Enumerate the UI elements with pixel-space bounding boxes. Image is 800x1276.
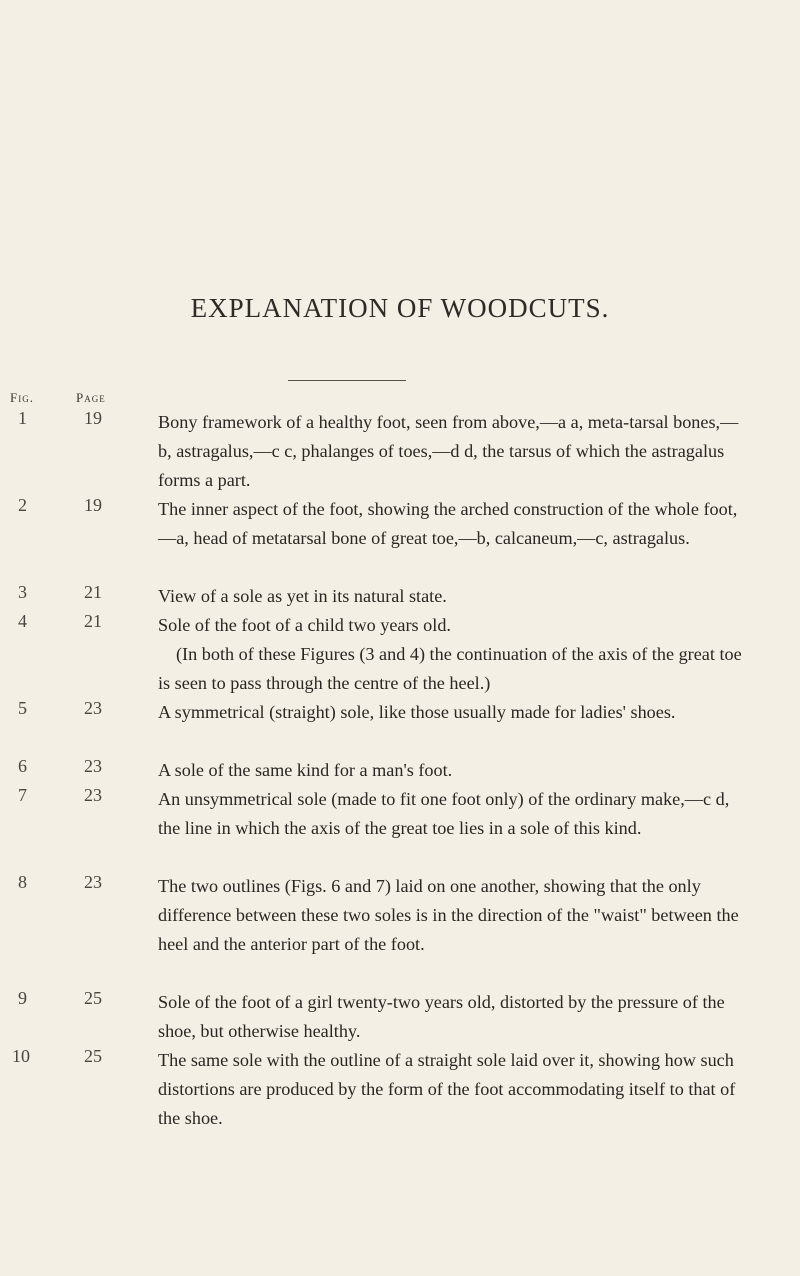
page-number: 23 [84, 785, 102, 805]
page-number: 19 [84, 408, 102, 428]
fig-number: 5 [18, 698, 27, 718]
page-title: EXPLANATION OF WOODCUTS. [190, 293, 610, 323]
page-number: 23 [84, 698, 102, 718]
entry-text: The two outlines (Figs. 6 and 7) laid on one another, showing that the only difference between these two soles is in the direction of the "waist" between the heel and the anterior part of the foot. [158, 876, 739, 954]
entry-text: View of a sole as yet in its natural state. [158, 586, 447, 606]
entry-text: Sole of the foot of a girl twenty-two years old, distorted by the pressure of the shoe, but otherwise healthy. [158, 992, 725, 1041]
fig-number: 7 [18, 785, 27, 805]
column-header-page: Page [76, 390, 106, 405]
fig-number: 10 [12, 1046, 30, 1066]
entry-text: A sole of the same kind for a man's foot. [158, 760, 453, 780]
entry-text: A symmetrical (straight) sole, like those usually made for ladies' shoes. [158, 702, 676, 722]
page-number: 23 [84, 756, 102, 776]
note-text: (In both of these Figures (3 and 4) the continuation of the axis of the great toe is seen to pass through the centre of the heel.) [158, 644, 742, 693]
entry-text: An unsymmetrical sole (made to fit one foot only) of the ordinary make,—c d, the line in which the axis of the great toe lies in a sole of this kind. [158, 789, 730, 838]
fig-number: 2 [18, 495, 27, 515]
page-number: 25 [84, 988, 102, 1008]
page-number: 23 [84, 872, 102, 892]
column-header-fig: Fig. [10, 390, 34, 405]
fig-number: 1 [18, 408, 27, 428]
page-number: 19 [84, 495, 102, 515]
fig-number: 3 [18, 582, 27, 602]
entry-text: The inner aspect of the foot, showing the arched construction of the whole foot,—a, head of metatarsal bone of great toe,—b, calcaneum,—c, astragalus. [158, 499, 738, 548]
entry-text: The same sole with the outline of a straight sole laid over it, showing how such distortions are produced by the form of the foot accommodating itself to that of the shoe. [158, 1050, 736, 1128]
entry-text: Bony framework of a healthy foot, seen from above,—a a, meta-tarsal bones,—b, astragalus,—c c, phalanges of toes,—d d, the tarsus of which the astragalus forms a part. [158, 412, 739, 490]
fig-number: 6 [18, 756, 27, 776]
fig-number: 4 [18, 611, 27, 631]
page-number: 21 [84, 611, 102, 631]
title-rule [288, 380, 406, 381]
entry-text: Sole of the foot of a child two years old. [158, 615, 451, 635]
page-number: 25 [84, 1046, 102, 1066]
fig-number: 9 [18, 988, 27, 1008]
page-number: 21 [84, 582, 102, 602]
fig-number: 8 [18, 872, 27, 892]
